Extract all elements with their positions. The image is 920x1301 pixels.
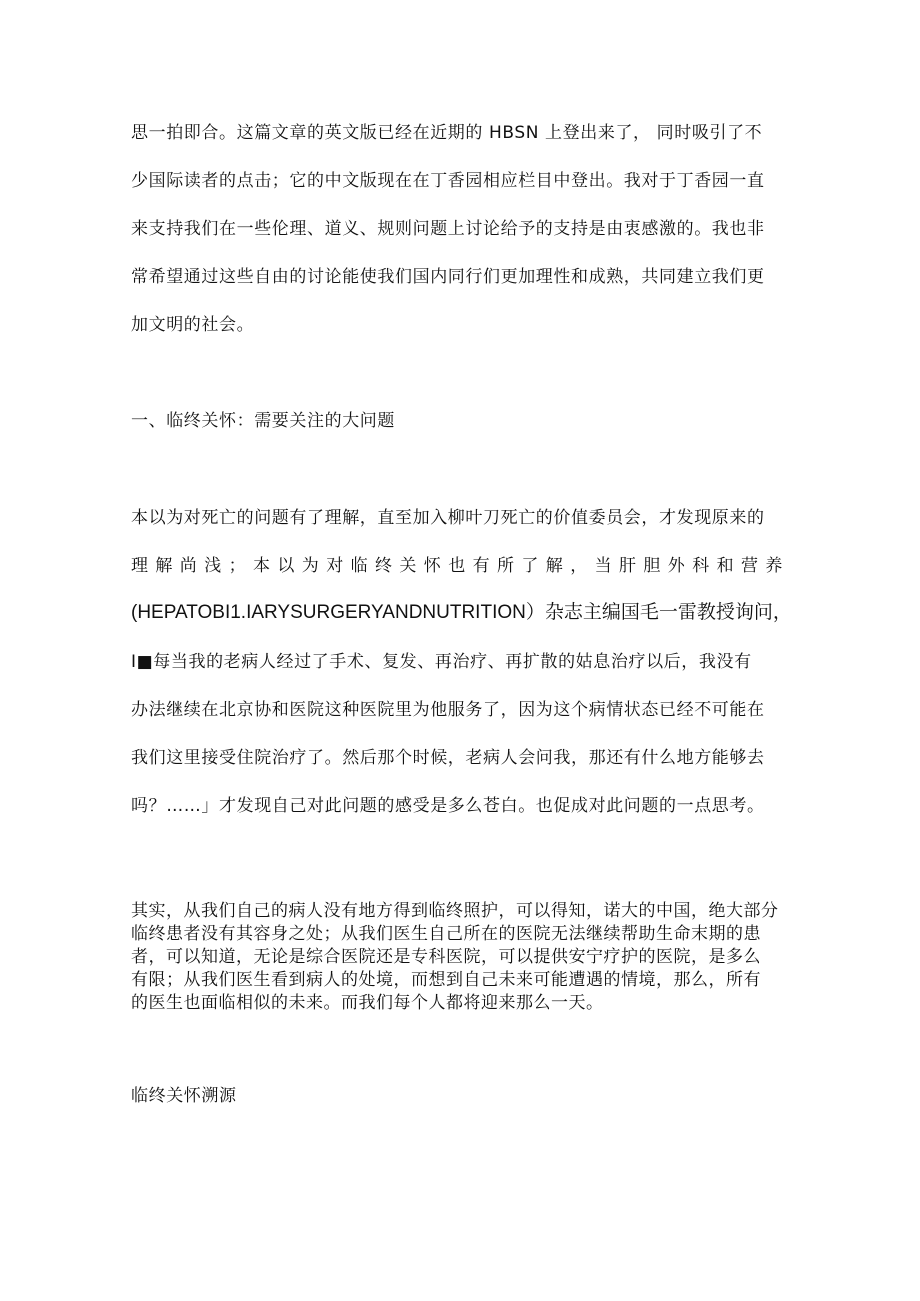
paragraph-2-line-6: 我们这里接受住院治疗了。然后那个时候，老病人会问我，那还有什么地方能够去: [131, 748, 765, 768]
intro-line-2: 少国际读者的点击；它的中文版现在在丁香园相应栏目中登出。我对于丁香园一直: [131, 171, 765, 191]
paragraph-3-line-5: 的医生也面临相似的未来。而我们每个人都将迎来那么一天。: [131, 993, 604, 1013]
paragraph-2-line-2: 理解尚浅；本以为对临终关怀也有所了解，当肝胆外科和营养: [131, 556, 790, 576]
paragraph-2-line-1: 本以为对死亡的问题有了理解，直至加入柳叶刀死亡的价值委员会，才发现原来的: [131, 508, 765, 528]
paragraph-3-line-3: 者，可以知道，无论是综合医院还是专科医院，可以提供安宁疗护的医院，是多么: [131, 947, 761, 967]
section-heading-1: 一、临终关怀：需要关注的大问题: [131, 411, 395, 431]
paragraph-3-line-4: 有限；从我们医生看到病人的处境，而想到自己未来可能遭遇的情境，那么，所有: [131, 970, 761, 990]
paragraph-2-line-4: I■每当我的老病人经过了手术、复发、再治疗、再扩散的姑息治疗以后，我没有: [131, 652, 752, 672]
paragraph-2-line-7: 吗？……」才发现自己对此问题的感受是多么苍白。也促成对此问题的一点思考。: [131, 796, 765, 816]
paragraph-2-line-5: 办法继续在北京协和医院这种医院里为他服务了，因为这个病情状态已经不可能在: [131, 700, 765, 720]
paragraph-2-line-3: (HEPATOBI1.IARYSURGERYANDNUTRITION）杂志主编国毛一雷教授询问，: [131, 602, 792, 623]
intro-line-4: 常希望通过这些自由的讨论能使我们国内同行们更加理性和成熟，共同建立我们更: [131, 267, 765, 287]
section-heading-2: 临终关怀溯源: [131, 1086, 237, 1106]
paragraph-3-line-1: 其实，从我们自己的病人没有地方得到临终照护，可以得知，诺大的中国，绝大部分: [131, 901, 779, 921]
intro-line-5: 加文明的社会。: [131, 315, 255, 335]
intro-line-3: 来支持我们在一些伦理、道义、规则问题上讨论给予的支持是由衷感激的。我也非: [131, 219, 765, 239]
paragraph-3-line-2: 临终患者没有其容身之处；从我们医生自己所在的医院无法继续帮助生命末期的患: [131, 924, 761, 944]
intro-line-1: 思一拍即合。这篇文章的英文版已经在近期的 HBSN 上登出来了， 同时吸引了不: [131, 123, 763, 143]
paragraph-3: [131, 900, 811, 1015]
